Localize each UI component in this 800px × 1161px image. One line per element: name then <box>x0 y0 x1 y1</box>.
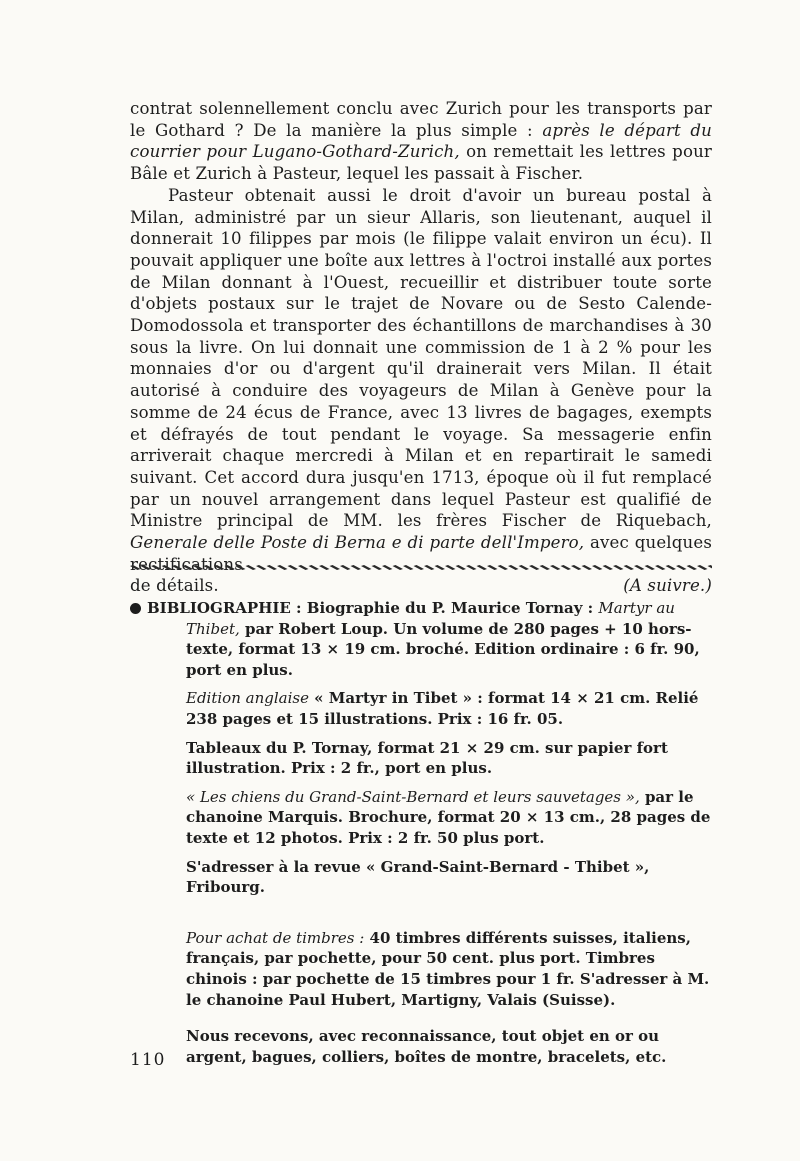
paragraph-1-italic: après le départ du courrier pour Lugano-Gothard-Zurich, <box>130 120 712 162</box>
paragraph-1 <box>130 98 712 185</box>
paragraph-2-italic: Generale delle Poste di Berna e di parte dell'Impero, <box>130 533 585 553</box>
timbres-text: 40 timbres différents suisses, italiens, français, par pochette, pour 50 cent. plus port. Timbres chinois : par pochette de 15 timbres pour 1 fr. S'adresser à M. le chanoine Paul Hubert, Martigny, Valais (Suisse). <box>186 928 710 1009</box>
bibliography-heading <box>130 598 716 680</box>
bibliography-heading-text: BIBLIOGRAPHIE : Biographie du P. Maurice Tornay : <box>147 599 599 617</box>
paragraph-2-last: de détails. <box>130 576 219 596</box>
timbres-label: Pour achat de timbres : <box>186 928 365 947</box>
bibliography-book-details: par Robert Loup. Un volume de 280 pages + 10 hors-texte, format 13 × 19 cm. broché. Edition ordinaire : 6 fr. 90, port en plus. <box>186 619 700 679</box>
a-suivre-note: (A suivre.) <box>623 576 712 596</box>
edition-anglaise <box>130 688 716 729</box>
paragraph-1-text-a: contrat solennellement conclu avec Zurich pour les transports par le Gothard ? De la manière la plus simple : <box>130 99 712 140</box>
bibliography-section <box>130 598 716 1075</box>
tableaux-entry: Tableaux du P. Tornay, format 21 × 29 cm. sur papier fort illustration. Prix : 2 fr., port en plus. <box>186 738 668 778</box>
paragraph-2 <box>130 185 712 576</box>
chiens-text: par le chanoine Marquis. Brochure, format 20 × 13 cm., 28 pages de texte et 12 photos. Prix : 2 fr. 50 plus port. <box>186 787 711 847</box>
paragraph-2-text-b: avec quelques <box>589 533 712 553</box>
bibliography-book-title: Martyr au Thibet, <box>186 599 675 638</box>
edition-anglaise-label: Edition anglaise <box>186 689 309 708</box>
page-number: 110 <box>130 1050 166 1070</box>
article-body <box>130 98 712 597</box>
paragraph-1-text-b: on remettait les lettres pour Bâle et Zurich à Pasteur, lequel les passait à Fischer. <box>130 142 713 184</box>
chiens-title: « Les chiens du Grand-Saint-Bernard et leurs sauvetages », <box>186 787 640 806</box>
recevons-entry: Nous recevons, avec reconnaissance, tout objet en or ou argent, bagues, colliers, boîtes de montre, bracelets, etc. <box>186 1027 667 1066</box>
adresser-entry: S'adresser à la revue « Grand-Saint-Bernard - Thibet », Fribourg. <box>186 857 650 897</box>
chiens-entry <box>130 787 716 849</box>
decorative-border <box>130 561 712 573</box>
timbres-entry <box>130 928 716 1010</box>
edition-anglaise-text: « Martyr in Tibet » : format 14 × 21 cm. Relié 238 pages et 15 illustrations. Prix : 16 fr. 05. <box>186 689 699 728</box>
paragraph-2-text-a: Pasteur obtenait aussi le droit d'avoir un bureau postal à Milan, administré par un sieur Allaris, son lieutenant, auquel il donnerait 10 filippes par mois (le filippe valait environ un écu). Il pouvait appliquer une boîte aux lettres à l'octroi installé aux portes de Milan donnant à l'Ouest, recueillir et distribuer toute sorte d'objets postaux sur le trajet de Novare ou de Sesto Calende-Domodossola et transporter des échantillons de marchandises à 30 sous la livre. On lui donnait une commission de 1 à 2 % pour les monnaies d'or ou d'argent qu'il drainerait vers Milan. Il était autorisé à conduire des voyageurs de Milan à Genève pour la somme de 24 écus de France, avec 13 livres de bagages, exempts et défrayés de tout pendant le voyage. Sa messagerie enfin arriverait chaque mercredi à Milan et en repartirait le samedi suivant. Cet accord dura jusqu'en 1713, époque où il fut remplacé par un nouvel arrangement dans lequel Pasteur est qualifié de Ministre principal de MM. les frères Fischer de Riquebach, <box>130 185 712 531</box>
bullet-icon <box>130 603 141 614</box>
paragraph-2-last-line <box>130 575 712 597</box>
